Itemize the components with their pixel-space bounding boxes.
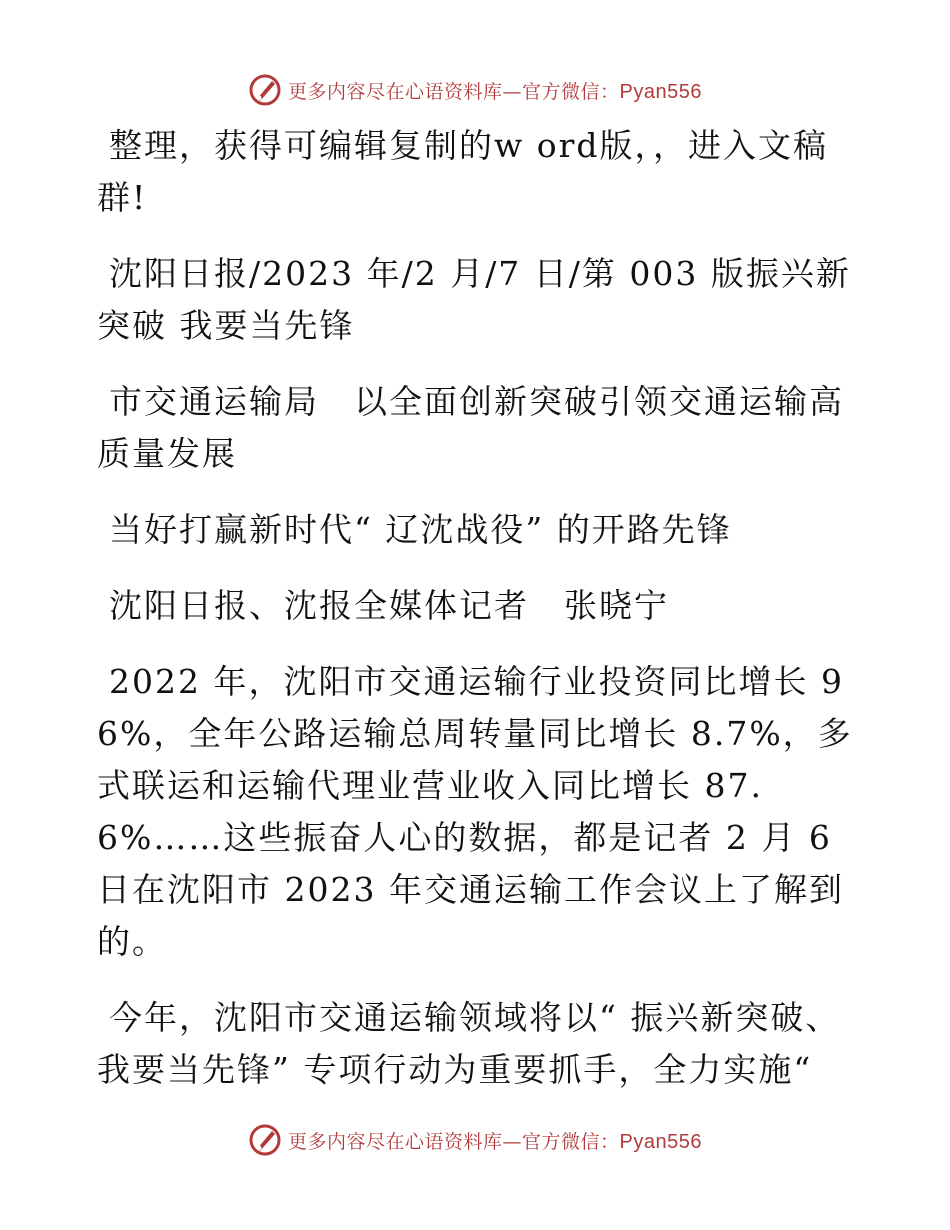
paragraph-source: 沈阳日报/2023 年/2 月/7 日/第 003 版振兴新突破 我要当先锋 <box>97 254 851 345</box>
banner-wechat-id: Pyan556 <box>619 1130 702 1153</box>
paragraph-body-1: 2022 年，沈阳市交通运输行业投资同比增长 96%，全年公路运输总周转量同比增长 8.7%，多式联运和运输代理业营业收入同比增长 87.6%……这些振奋人心的数据，都是记者 2 月 6 日在沈阳市 2023 年交通运输工作会议上了解到的。 <box>97 662 853 961</box>
quill-circle-logo-icon <box>248 1123 282 1157</box>
paragraph-byline: 沈阳日报、沈报全媒体记者 张晓宁 <box>109 586 669 625</box>
document-body <box>97 120 857 1120</box>
banner-text: 更多内容尽在心语资料库—官方微信：Pyan556 <box>288 80 702 103</box>
paragraph-body-2: 今年，沈阳市交通运输领域将以“ 振兴新突破、我要当先锋” 专项行动为重要抓手，全力实施“ <box>97 998 841 1089</box>
footer-watermark-banner <box>0 1120 950 1160</box>
paragraph-subheadline: 当好打赢新时代“ 辽沈战役” 的开路先锋 <box>109 510 732 549</box>
banner-wechat-id: Pyan556 <box>619 80 702 103</box>
paragraph-intro: 整理，获得可编辑复制的w ord版，，进入文稿群! <box>97 126 829 217</box>
header-watermark-banner <box>0 70 950 110</box>
paragraph-headline: 市交通运输局 以全面创新突破引领交通运输高质量发展 <box>97 382 844 473</box>
banner-text: 更多内容尽在心语资料库—官方微信：Pyan556 <box>288 1130 702 1153</box>
quill-circle-logo-icon <box>248 73 282 107</box>
